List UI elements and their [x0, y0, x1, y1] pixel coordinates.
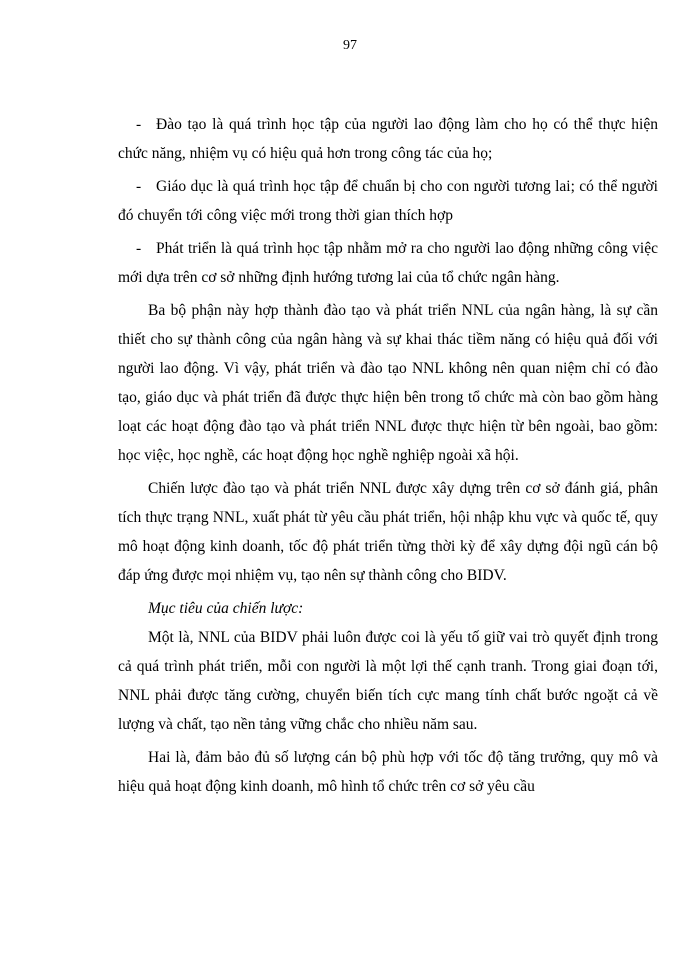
paragraph: Chiến lược đào tạo và phát triển NNL được xây dựng trên cơ sở đánh giá, phân tích thực trạng NNL, xuất phát từ yêu cầu phát triển, hội nhập khu vực và quốc tế, quy mô hoạt động kinh doanh, tốc độ phát triển từng thời kỳ để xây dựng đội ngũ cán bộ đáp ứng được mọi nhiệm vụ, tạo nên sự thành công cho BIDV.: [118, 480, 658, 584]
bullet-dash: -: [136, 240, 142, 257]
paragraph: Một là, NNL của BIDV phải luôn được coi là yếu tố giữ vai trò quyết định trong cả quá trình phát triển, mỗi con người là một lợi thế cạnh tranh. Trong giai đoạn tới, NNL phải được tăng cường, chuyển biến tích cực mang tính chất bước ngoặt cả về lượng và chất, tạo nền tảng vững chắc cho nhiều năm sau.: [118, 629, 658, 733]
bullet-item: [118, 110, 658, 168]
page-number: 97: [343, 38, 357, 53]
bullet-text: Phát triển là quá trình học tập nhằm mở ra cho người lao động những công việc mới dựa trên cơ sở những định hướng tương lai của tổ chức ngân hàng.: [118, 240, 658, 286]
bullet-item: [118, 172, 658, 230]
bullet-item: [118, 234, 658, 292]
bullet-dash: -: [136, 178, 142, 195]
paragraph: Hai là, đảm bảo đủ số lượng cán bộ phù hợp với tốc độ tăng trưởng, quy mô và hiệu quả hoạt động kinh doanh, mô hình tổ chức trên cơ sở yêu cầu: [118, 749, 658, 795]
document-body: [118, 110, 658, 801]
paragraph: Ba bộ phận này hợp thành đào tạo và phát triển NNL của ngân hàng, là sự cần thiết cho sự thành công của ngân hàng và sự khai thác tiềm năng có hiệu quả đối với người lao động. Vì vậy, phát triển và đào tạo NNL không nên quan niệm chỉ có đào tạo, giáo dục và phát triển đã được thực hiện bên trong tổ chức mà còn bao gồm hàng loạt các hoạt động đào tạo và phát triển NNL được thực hiện từ bên ngoài, bao gồm: học việc, học nghề, các hoạt động học nghề nghiệp ngoài xã hội.: [118, 302, 658, 464]
section-heading: Mục tiêu của chiến lược:: [148, 600, 304, 617]
bullet-dash: -: [136, 116, 142, 133]
bullet-text: Đào tạo là quá trình học tập của người lao động làm cho họ có thể thực hiện chức năng, nhiệm vụ có hiệu quả hơn trong công tác của họ;: [118, 116, 658, 162]
bullet-text: Giáo dục là quá trình học tập để chuẩn bị cho con người tương lai; có thể người đó chuyển tới công việc mới trong thời gian thích hợp: [118, 178, 658, 224]
